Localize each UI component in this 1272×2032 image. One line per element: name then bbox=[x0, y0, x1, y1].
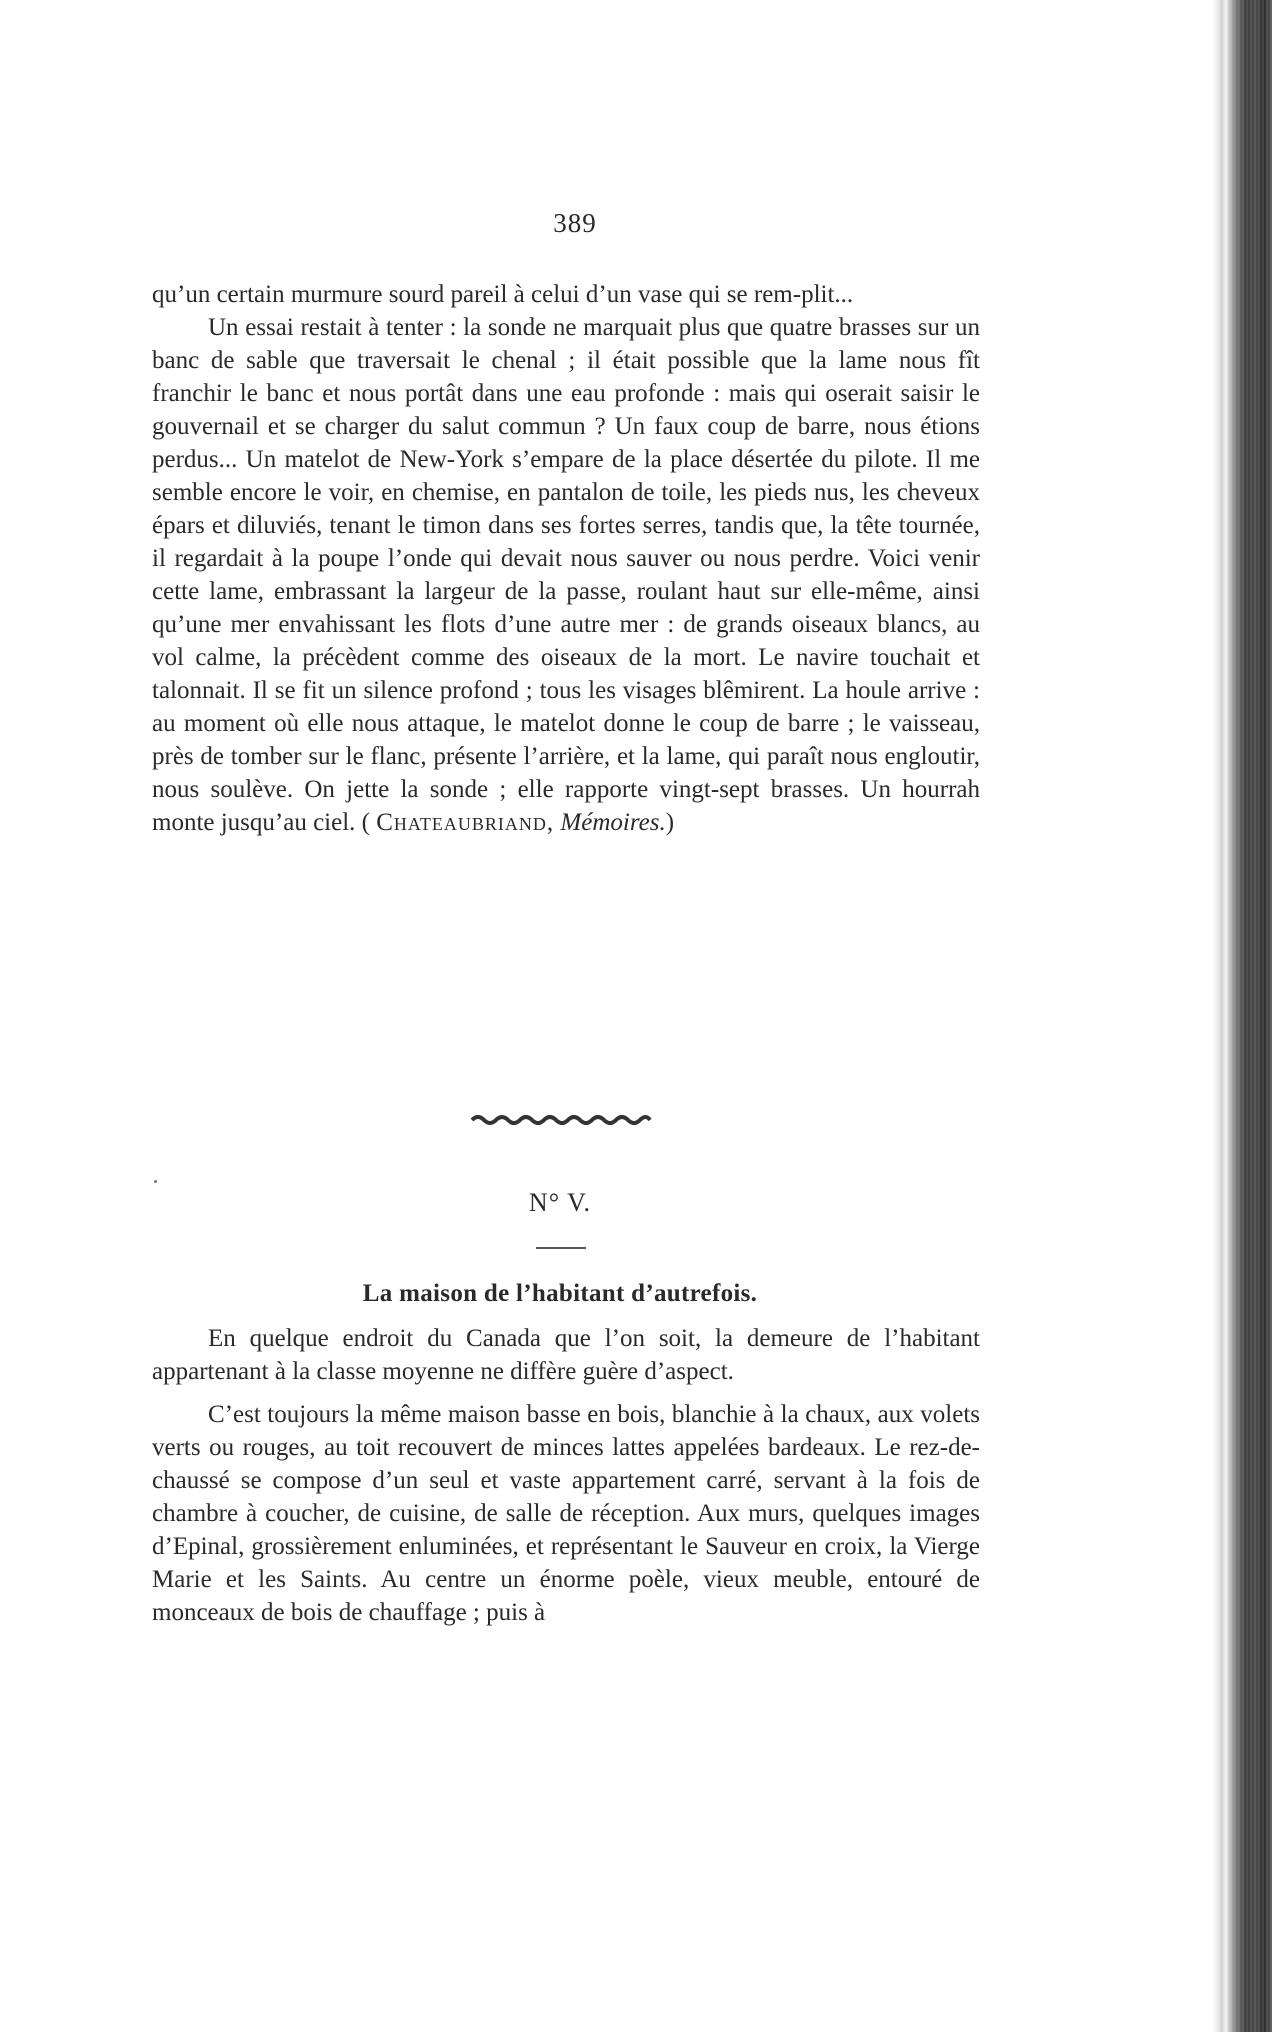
section-passage bbox=[152, 1322, 980, 1629]
citation-author: Chateaubriand, bbox=[376, 809, 555, 836]
paragraph: qu’un certain murmure sourd pareil à celui d’un vase qui se rem-plit... bbox=[152, 281, 854, 308]
ornament-divider bbox=[470, 1114, 652, 1126]
page-speck bbox=[154, 1180, 157, 1183]
section-number: N° V. bbox=[528, 1188, 592, 1217]
paragraph-text: Un essai restait à tenter : la sonde ne marquait plus que quatre brasses sur un banc de sable que traversait le chenal ; il était possible que la lame nous fît franchir le banc et nous portât dans une eau profonde : mais qui oserait saisir le gouvernail et se charger du salut commun ? Un faux coup de barre, nous étions perdus... Un matelot de New-York s’empare de la place désertée du pilote. Il me semble encore le voir, en chemise, en pantalon de toile, les pieds nus, les cheveux épars et diluviés, tenant le timon dans ses fortes serres, tandis que, la tête tournée, il regardait à la poupe l’onde qui devait nous sauver ou nous perdre. Voici venir cette lame, embrassant la largeur de la passe, roulant haut sur elle-même, ainsi qu’une mer envahissant les flots d’une autre mer : de grands oiseaux blancs, au vol calme, la précèdent comme des oiseaux de la mort. Le navire touchait et talonnait. Il se fit un silence profond ; tous les visages blêmirent. La houle arrive : au moment où elle nous attaque, le matelot donne le coup de barre ; le vaisseau, près de tomber sur le flanc, présente l’arrière, et la lame, qui paraît nous engloutir, nous soulève. On jette la sonde ; elle rapporte vingt-sept brasses. Un hourrah monte jusqu’au ciel. bbox=[152, 314, 980, 836]
citation-work: Mémoires. bbox=[560, 809, 666, 836]
page-number: 389 bbox=[553, 208, 597, 238]
page-edge-shadow bbox=[1212, 0, 1272, 2032]
section-rule bbox=[536, 1247, 586, 1249]
paragraph: C’est toujours la même maison basse en bois, blanchie à la chaux, aux volets verts ou rouges, au toit recouvert de minces lattes appelées bardeaux. Le rez-de-chaussé se compose d’un seul et vaste appartement carré, servant à la fois de chambre à coucher, de cuisine, de salle de réception. Aux murs, quelques images d’Epinal, grossièrement enluminées, et représentant le Sauveur en croix, la Vierge Marie et les Saints. Au centre un énorme poèle, vieux meuble, entouré de monceaux de bois de chauffage ; puis à bbox=[152, 1401, 980, 1626]
continued-passage bbox=[152, 278, 980, 839]
paragraph: En quelque endroit du Canada que l’on soit, la demeure de l’habitant appartenant à la classe moyenne ne diffère guère d’aspect. bbox=[152, 1325, 980, 1385]
paragraph bbox=[152, 311, 980, 839]
citation bbox=[362, 809, 674, 836]
section-title: La maison de l’habitant d’autrefois. bbox=[362, 1280, 758, 1307]
citation-open: ( bbox=[361, 809, 377, 836]
citation-close: ) bbox=[665, 809, 675, 836]
